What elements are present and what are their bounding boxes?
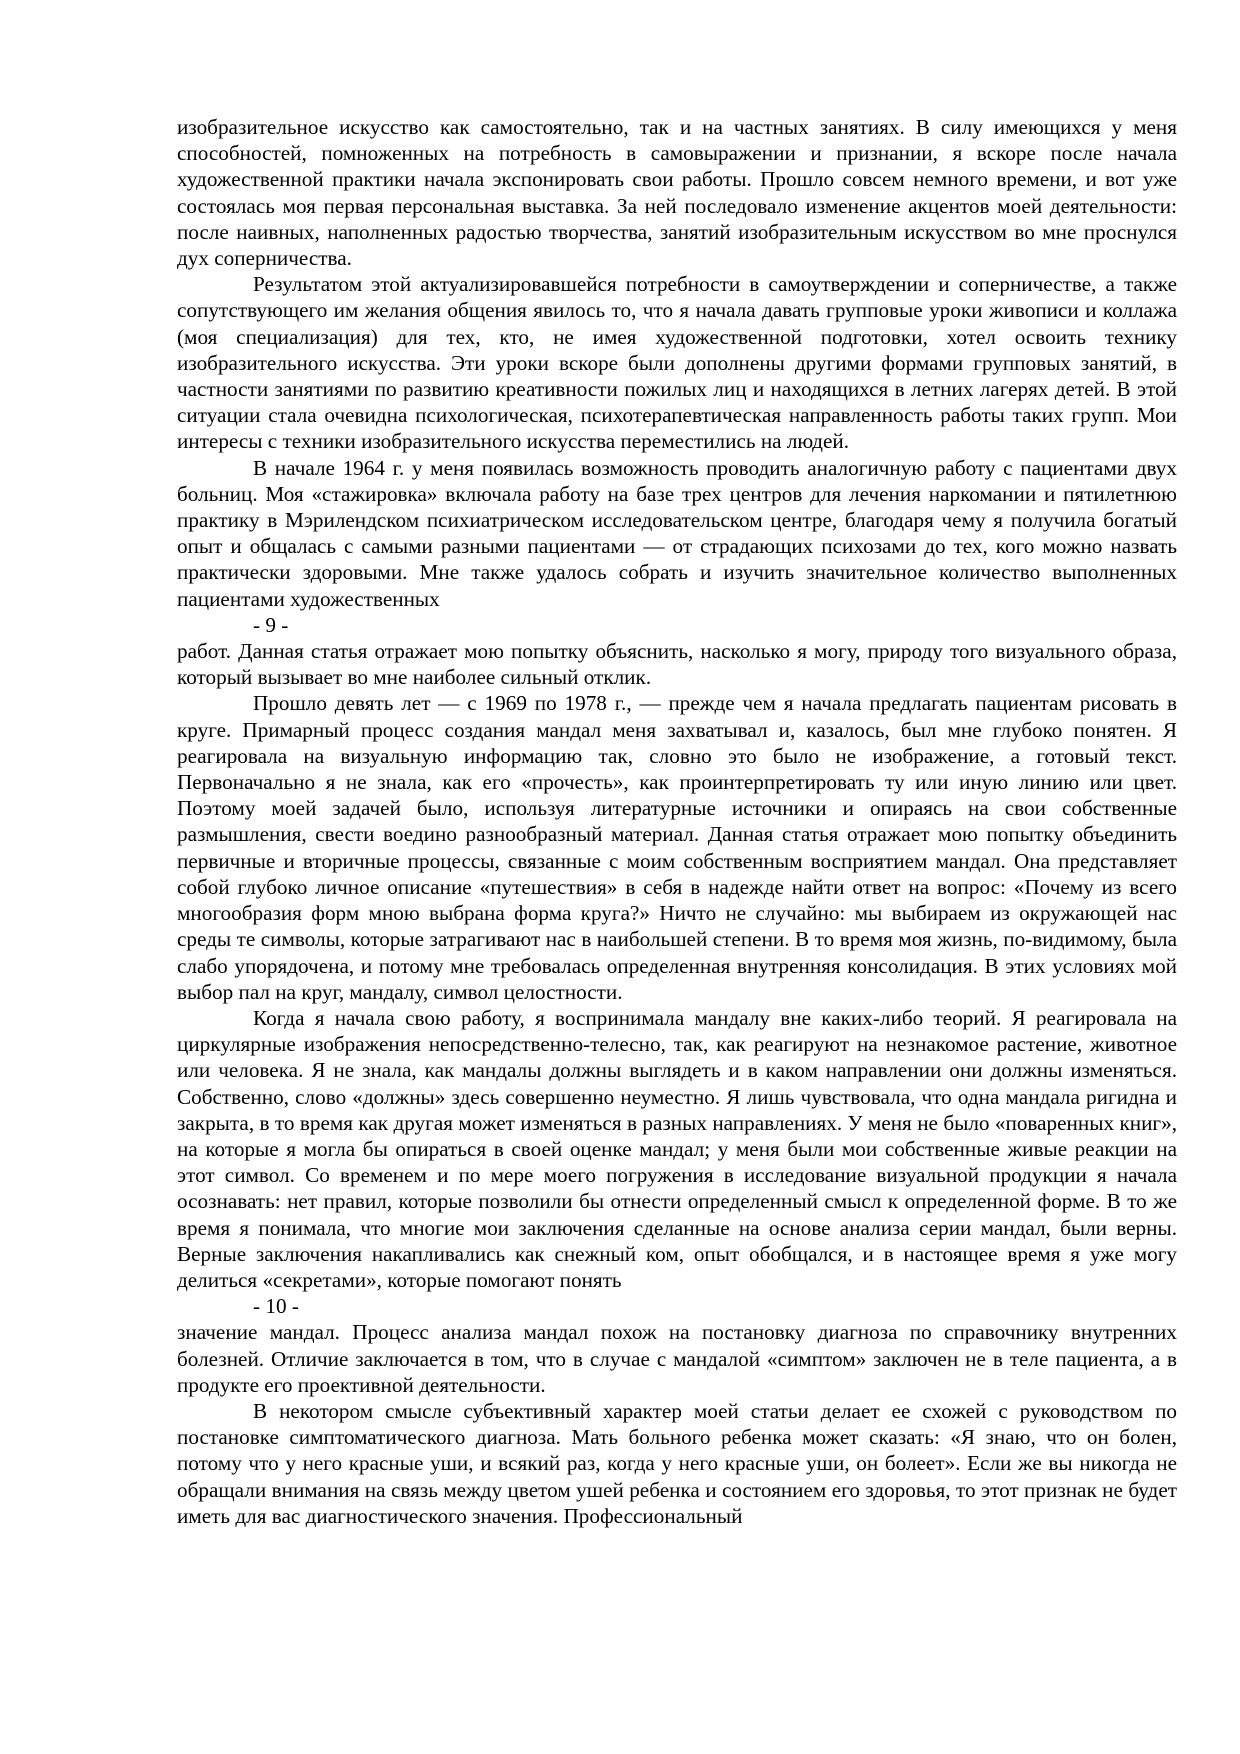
paragraph: Результатом этой актуализировавшейся потребности в самоутверждении и соперничестве, а также сопутствующего им желания общения явилось то, что я начала давать групповые уроки живописи и коллажа (моя специализация) для тех, кто, не имея художественной подготовки, хотел освоить технику изобразительного искусства. Эти уроки вскоре были дополнены другими формами групповых занятий, в частности занятиями по развитию креативности пожилых лиц и находящихся в летних лагерях детей. В этой ситуации стала очевидна психологическая, психотерапевтическая направленность работы таких групп. Мои интересы с техники изобразительного искусства переместились на людей. [177, 272, 1177, 454]
page-number: - 10 - [253, 1294, 299, 1319]
paragraph: В некотором смысле субъективный характер моей статьи делает ее схожей с руководством по постановке симптоматического диагноза. Мать больного ребенка может сказать: «Я знаю, что он болен, потому что у него красные уши, и всякий раз, когда у него красные уши, он болеет». Если же вы никогда не обращали внимания на связь между цветом ушей ребенка и состоянием его здоровья, то этот признак не будет иметь для вас диагностического значения. Профессиональный [177, 1398, 1177, 1528]
paragraph: значение мандал. Процесс анализа мандал похож на постановку диагноза по справочнику внутренних болезней. Отличие заключается в том, что в случае с мандалой «симптом» заключен не в теле пациента, а в продукте его проективной деятельности. [177, 1320, 1177, 1397]
paragraph: изобразительное искусство как самостоятельно, так и на частных занятиях. В силу имеющихся у меня способностей, помноженных на потребность в самовыражении и признании, я вскоре после начала художественной практики начала экспонировать свои работы. Прошло совсем немного времени, и вот уже состоялась моя первая персональная выставка. За ней последовало изменение акцентов моей деятельности: после наивных, наполненных радостью творчества, занятий изобразительным искусством во мне проснулся дух соперничества. [177, 115, 1177, 271]
paragraph: Прошло девять лет — с 1969 по 1978 г., — прежде чем я начала предлагать пациентам рисовать в круге. Примарный процесс создания мандал меня захватывал и, казалось, был мне глубоко понятен. Я реагировала на визуальную информацию так, словно это было не изображение, а готовый текст. Первоначально я не знала, как его «прочесть», как проинтерпретировать ту или иную линию или цвет. Поэтому моей задачей было, используя литературные источники и опираясь на свои собственные размышления, свести воедино разнообразный материал. Данная статья отражает мою попытку объединить первичные и вторичные процессы, связанные с моим собственным восприятием мандал. Она представляет собой глубоко личное описание «путешествия» в себя в надежде найти ответ на вопрос: «Почему из всего многообразия форм мною выбрана форма круга?» Ничто не случайно: мы выбираем из окружающей нас среды те символы, которые затрагивают нас в наибольшей степени. В то время моя жизнь, по-видимому, была слабо упорядочена, и потому мне требовалась определенная внутренняя консолидация. В этих условиях мой выбор пал на круг, мандалу, символ целостности. [177, 691, 1177, 1004]
paragraph: В начале 1964 г. у меня появилась возможность проводить аналогичную работу с пациентами двух больниц. Моя «стажировка» включала работу на базе трех центров для лечения наркомании и пятилетнюю практику в Мэрилендском психиатрическом исследовательском центре, благодаря чему я получила богатый опыт и общалась с самыми разными пациентами — от страдающих психозами до тех, кого можно назвать практически здоровыми. Мне также удалось собрать и изучить значительное количество выполненных пациентами художественных [177, 455, 1177, 611]
page-number: - 9 - [253, 612, 289, 637]
paragraph: Когда я начала свою работу, я воспринимала мандалу вне каких-либо теорий. Я реагировала на циркулярные изображения непосредственно-телесно, так, как реагируют на незнакомое растение, животное или человека. Я не знала, как мандалы должны выглядеть и в каком направлении они должны изменяться. Собственно, слово «должны» здесь совершенно неуместно. Я лишь чувствовала, что одна мандала ригидна и закрыта, в то время как другая может изменяться в разных направлениях. У меня не было «поваренных книг», на которые я могла бы опираться в своей оценке мандал; у меня были мои собственные живые реакции на этот символ. Со временем и по мере моего погружения в исследование визуальной продукции я начала осознавать: нет правил, которые позволили бы отнести определенный смысл к определенной форме. В то же время я понимала, что многие мои заключения сделанные на основе анализа серии мандал, были верны. Верные заключения накапливались как снежный ком, опыт обобщался, и в настоящее время я уже могу делиться «секретами», которые помогают понять [177, 1005, 1177, 1292]
paragraph: работ. Данная статья отражает мою попытку объяснить, насколько я могу, природу того визуального образа, который вызывает во мне наиболее сильный отклик. [177, 639, 1177, 690]
document-page [177, 114, 1177, 1529]
